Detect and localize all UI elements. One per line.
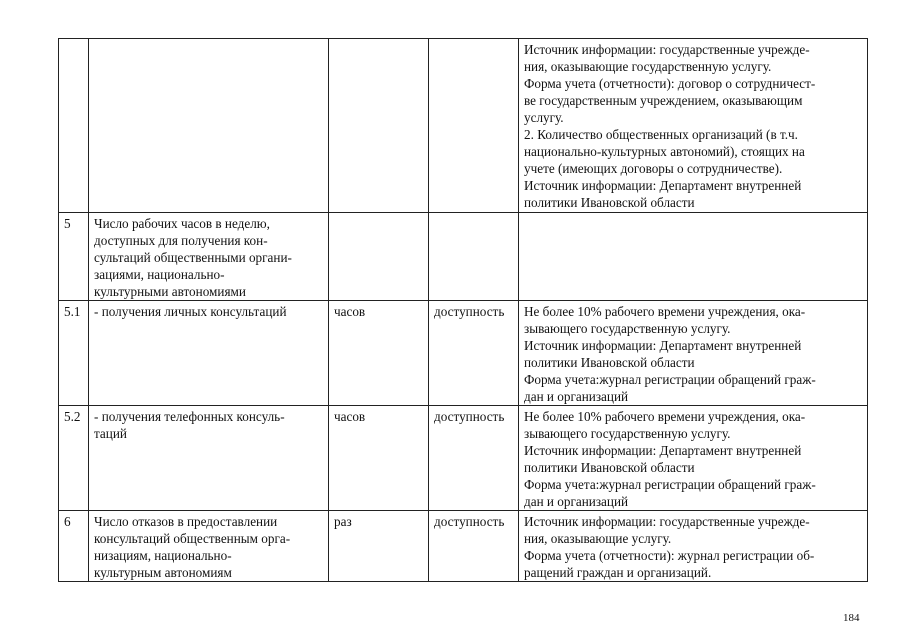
indicator-name-line: Число отказов в предоставлении [94, 514, 278, 529]
criterion-cell [429, 213, 519, 301]
indicator-name-line: зациями, национально- [94, 267, 225, 282]
table-row [59, 406, 868, 511]
page-number: 184 [843, 612, 860, 624]
indicator-name-line: низациям, национально- [94, 548, 232, 563]
description-line: ния, оказывающие услугу. [524, 531, 672, 546]
indicator-name-line: таций [94, 426, 127, 441]
description-line: ве государственным учреждением, оказывающим [524, 93, 803, 108]
table-row [59, 301, 868, 406]
description-cell [519, 511, 868, 582]
description-line: национально-культурных автономий), стоящих на [524, 144, 805, 159]
description-line: Не более 10% рабочего времени учреждения, ока- [524, 409, 806, 424]
description-cell [519, 39, 868, 213]
description-line: Источник информации: государственные учрежде- [524, 42, 810, 57]
indicator-name-line: культурным автономиям [94, 565, 232, 580]
description-line: Форма учета (отчетности): договор о сотрудничест- [524, 76, 816, 91]
description-line: Форма учета:журнал регистрации обращений граж- [524, 477, 816, 492]
criterion-cell: доступность [429, 406, 519, 511]
description-line: Источник информации: Департамент внутренней [524, 338, 802, 353]
description-line: дан и организаций [524, 494, 629, 509]
row-number-cell [59, 39, 89, 213]
indicator-name-line: - получения личных консультаций [94, 304, 287, 319]
description-line: политики Ивановской области [524, 195, 695, 210]
criterion-cell: доступность [429, 511, 519, 582]
indicators-table [58, 38, 868, 582]
table-row [59, 511, 868, 582]
row-number-cell: 5.2 [59, 406, 89, 511]
row-number-cell: 6 [59, 511, 89, 582]
indicator-name-cell [89, 511, 329, 582]
description-cell [519, 213, 868, 301]
description-line: зывающего государственную услугу. [524, 426, 731, 441]
description-line: Источник информации: Департамент внутренней [524, 443, 802, 458]
description-line: ния, оказывающие государственную услугу. [524, 59, 772, 74]
indicator-name-cell [89, 213, 329, 301]
table-row [59, 39, 868, 213]
description-line: политики Ивановской области [524, 355, 695, 370]
indicator-name-line: консультаций общественным орга- [94, 531, 291, 546]
indicator-name-line: доступных для получения кон- [94, 233, 268, 248]
description-cell [519, 406, 868, 511]
description-line: Форма учета (отчетности): журнал регистрации об- [524, 548, 815, 563]
description-line: зывающего государственную услугу. [524, 321, 731, 336]
indicator-name-line: - получения телефонных консуль- [94, 409, 285, 424]
indicator-name-cell [89, 406, 329, 511]
description-line: Форма учета:журнал регистрации обращений граж- [524, 372, 816, 387]
row-number-cell: 5 [59, 213, 89, 301]
unit-cell: часов [329, 406, 429, 511]
unit-cell: раз [329, 511, 429, 582]
description-line: 2. Количество общественных организаций (в т.ч. [524, 127, 798, 142]
description-line: политики Ивановской области [524, 460, 695, 475]
criterion-cell [429, 39, 519, 213]
row-number-cell: 5.1 [59, 301, 89, 406]
indicator-name-line: Число рабочих часов в неделю, [94, 216, 270, 231]
description-cell [519, 301, 868, 406]
table-row [59, 213, 868, 301]
description-line: ращений граждан и организаций. [524, 565, 712, 580]
indicator-name-line: культурными автономиями [94, 284, 246, 299]
indicator-name-line: сультаций общественными органи- [94, 250, 292, 265]
description-line: Источник информации: Департамент внутренней [524, 178, 802, 193]
unit-cell [329, 213, 429, 301]
description-line: дан и организаций [524, 389, 629, 404]
description-line: учете (имеющих договоры о сотрудничестве). [524, 161, 783, 176]
description-line: услугу. [524, 110, 564, 125]
indicator-name-cell [89, 39, 329, 213]
indicator-name-cell [89, 301, 329, 406]
description-line: Источник информации: государственные учрежде- [524, 514, 810, 529]
description-line: Не более 10% рабочего времени учреждения, ока- [524, 304, 806, 319]
unit-cell [329, 39, 429, 213]
criterion-cell: доступность [429, 301, 519, 406]
unit-cell: часов [329, 301, 429, 406]
